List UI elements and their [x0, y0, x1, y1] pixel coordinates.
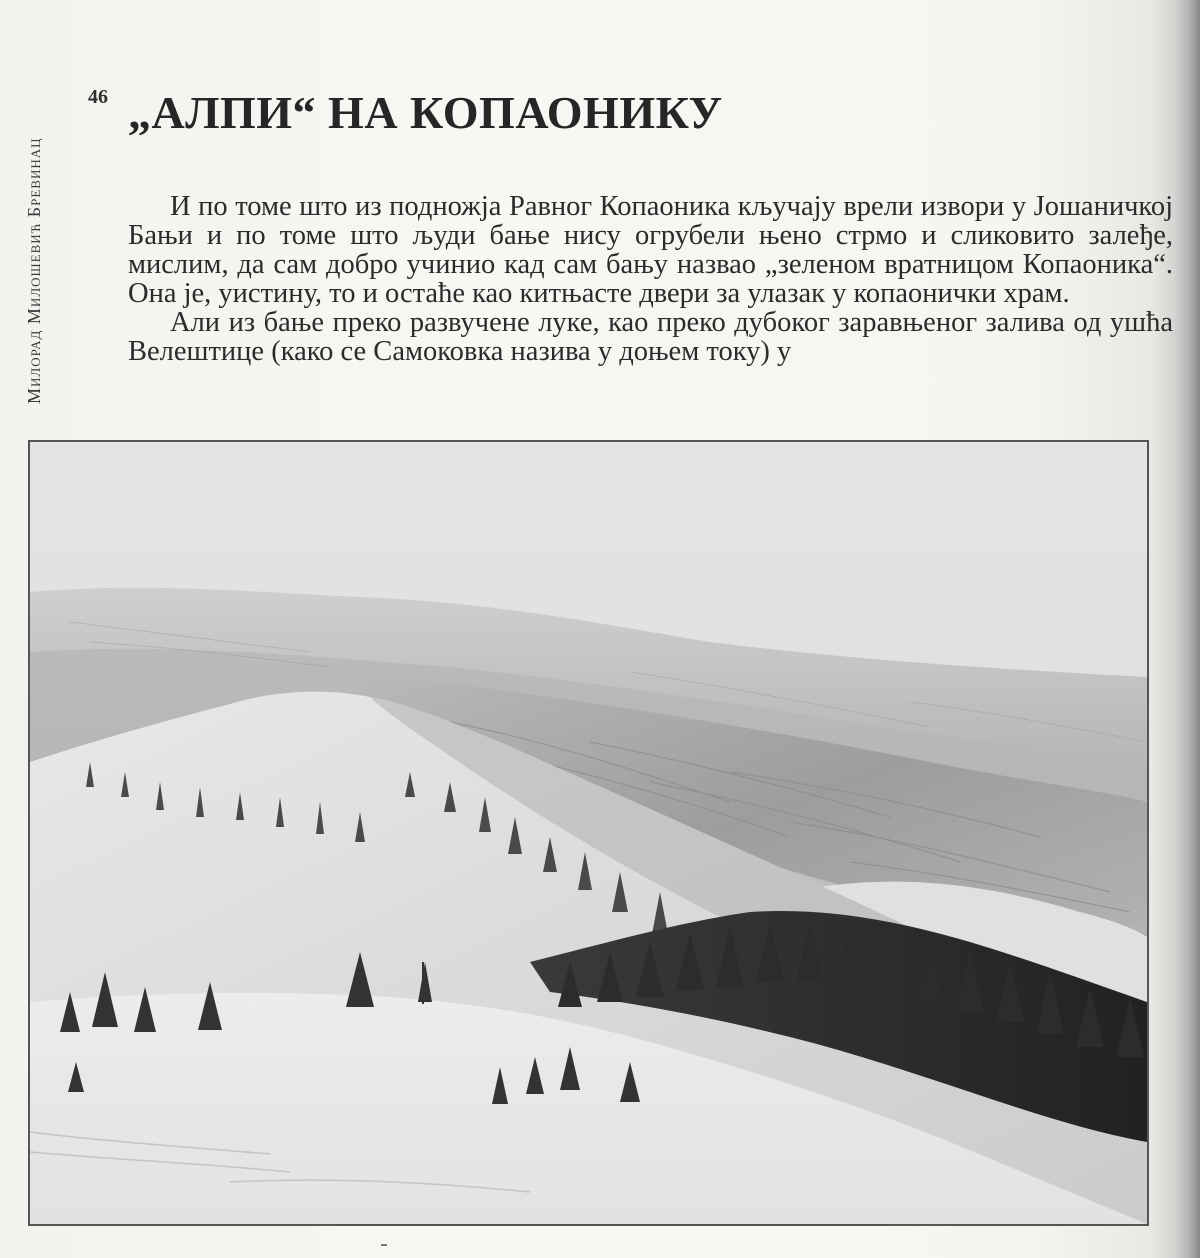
chapter-title: „АЛПИ“ НА КОПАОНИКУ — [128, 87, 723, 138]
page-number: 46 — [88, 86, 108, 108]
paragraph: Али из бање преко развучене луке, као преко дубоког заравњеног залива од ушћа Велештице (како се Самоковка назива у доњем току) у — [128, 307, 1173, 367]
paragraph: И по томе што из подножја Равног Копаоника кључају врели извори у Јошаничкој Бањи и по томе што људи бање нису огрубели њено стрмо и сликовито залеђе, мислим, да сам добро учинио кад сам бању назвао „зеленом вратницом Копаоника“. Она је, уистину, то и остаће као китњасте двери за улазак у копаонички храм. — [128, 191, 1173, 309]
gutter-shadow — [1174, 0, 1200, 1258]
page-mark — [381, 1244, 387, 1246]
body-text — [128, 192, 1173, 366]
mountain-photo — [28, 440, 1149, 1226]
running-head-author: Милорад Милошевић Бревинац — [24, 137, 44, 404]
mountain-landscape-illustration — [30, 442, 1147, 1224]
